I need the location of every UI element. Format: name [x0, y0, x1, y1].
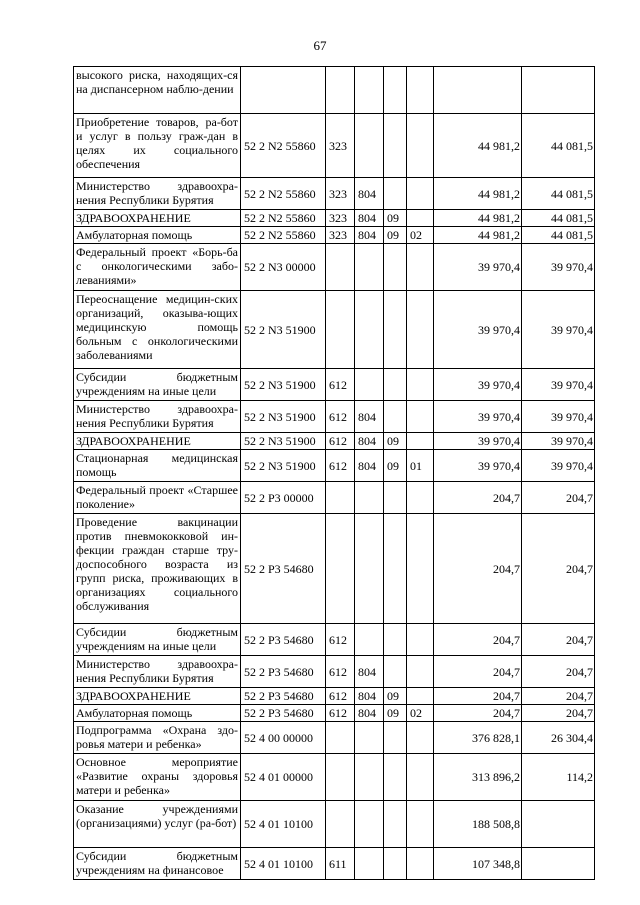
section-cell: 09: [384, 705, 407, 722]
row-name-cell: Приобретение товаров, ра-бот и услуг в пользу граж-дан в целях их социального обеспечения: [74, 114, 241, 178]
table-row: [74, 450, 595, 482]
table-row: [74, 178, 595, 210]
section-cell: [384, 244, 407, 291]
subsection-cell: [407, 754, 434, 801]
row-name-cell: ЗДРАВООХРАНЕНИЕ: [74, 433, 241, 450]
row-name-cell: Субсидии бюджетным учреждениям на иные цели: [74, 369, 241, 401]
target-article-cell: 52 4 01 10100: [241, 848, 326, 880]
section-cell: [384, 801, 407, 848]
amount-year-1-cell: 39 970,4: [434, 291, 522, 369]
amount-year-1-cell: 204,7: [434, 688, 522, 705]
target-article-cell: 52 2 N3 51900: [241, 291, 326, 369]
amount-year-1-cell: 188 508,8: [434, 801, 522, 848]
table-row: [74, 291, 595, 369]
amount-year-1-cell: 39 970,4: [434, 369, 522, 401]
row-name-cell: Субсидии бюджетным учреждениям на иные цели: [74, 624, 241, 656]
table-row: [74, 754, 595, 801]
amount-year-1-cell: 44 981,2: [434, 178, 522, 210]
section-cell: 09: [384, 433, 407, 450]
subsection-cell: [407, 482, 434, 514]
amount-year-1-cell: 39 970,4: [434, 433, 522, 450]
subsection-cell: [407, 848, 434, 880]
row-name-cell: Амбулаторная помощь: [74, 705, 241, 722]
table-row: [74, 801, 595, 848]
target-article-cell: 52 2 N3 00000: [241, 244, 326, 291]
amount-year-1-cell: [434, 67, 522, 114]
amount-year-2-cell: 44 081,5: [522, 210, 595, 227]
amount-year-2-cell: 44 081,5: [522, 178, 595, 210]
amount-year-2-cell: 39 970,4: [522, 401, 595, 433]
target-article-cell: 52 2 P3 54680: [241, 705, 326, 722]
budget-table: [73, 66, 595, 880]
subsection-cell: [407, 178, 434, 210]
row-name-cell: Министерство здравоохра-нения Республики Бурятия: [74, 656, 241, 688]
amount-year-2-cell: 26 304,4: [522, 722, 595, 754]
table-row: [74, 624, 595, 656]
amount-year-1-cell: 204,7: [434, 624, 522, 656]
department-code-cell: [355, 291, 384, 369]
section-cell: [384, 401, 407, 433]
expense-type-cell: 323: [326, 210, 355, 227]
row-name-cell: высокого риска, находящих-ся на диспансерном наблю-дении: [74, 67, 241, 114]
table-row: [74, 705, 595, 722]
amount-year-2-cell: 44 081,5: [522, 227, 595, 244]
subsection-cell: [407, 291, 434, 369]
row-name-cell: ЗДРАВООХРАНЕНИЕ: [74, 688, 241, 705]
expense-type-cell: 612: [326, 369, 355, 401]
section-cell: [384, 624, 407, 656]
department-code-cell: [355, 369, 384, 401]
target-article-cell: 52 2 P3 00000: [241, 482, 326, 514]
amount-year-2-cell: 39 970,4: [522, 291, 595, 369]
table-row: [74, 244, 595, 291]
target-article-cell: 52 2 P3 54680: [241, 514, 326, 624]
section-cell: [384, 291, 407, 369]
expense-type-cell: 612: [326, 688, 355, 705]
row-name-cell: Стационарная медицинская помощь: [74, 450, 241, 482]
subsection-cell: [407, 114, 434, 178]
amount-year-1-cell: 107 348,8: [434, 848, 522, 880]
amount-year-2-cell: 114,2: [522, 754, 595, 801]
subsection-cell: [407, 624, 434, 656]
table-row: [74, 401, 595, 433]
subsection-cell: [407, 210, 434, 227]
expense-type-cell: 323: [326, 114, 355, 178]
amount-year-1-cell: 204,7: [434, 656, 522, 688]
department-code-cell: 804: [355, 178, 384, 210]
target-article-cell: 52 4 01 10100: [241, 801, 326, 848]
expense-type-cell: 612: [326, 705, 355, 722]
target-article-cell: 52 2 N2 55860: [241, 227, 326, 244]
department-code-cell: [355, 114, 384, 178]
row-name-cell: Министерство здравоохра-нения Республики Бурятия: [74, 178, 241, 210]
section-cell: [384, 178, 407, 210]
amount-year-2-cell: 39 970,4: [522, 450, 595, 482]
amount-year-1-cell: 204,7: [434, 514, 522, 624]
section-cell: [384, 482, 407, 514]
amount-year-2-cell: 204,7: [522, 482, 595, 514]
table-row: [74, 369, 595, 401]
row-name-cell: Оказание учреждениями (организациями) услуг (ра-бот): [74, 801, 241, 848]
section-cell: [384, 848, 407, 880]
target-article-cell: [241, 67, 326, 114]
amount-year-1-cell: 376 828,1: [434, 722, 522, 754]
row-name-cell: Министерство здравоохра-нения Республики Бурятия: [74, 401, 241, 433]
target-article-cell: 52 4 01 00000: [241, 754, 326, 801]
section-cell: [384, 754, 407, 801]
department-code-cell: 804: [355, 227, 384, 244]
department-code-cell: 804: [355, 656, 384, 688]
amount-year-2-cell: 39 970,4: [522, 369, 595, 401]
row-name-cell: ЗДРАВООХРАНЕНИЕ: [74, 210, 241, 227]
expense-type-cell: [326, 514, 355, 624]
target-article-cell: 52 2 P3 54680: [241, 688, 326, 705]
page-number: 67: [313, 38, 327, 53]
section-cell: [384, 514, 407, 624]
table-row: [74, 688, 595, 705]
subsection-cell: 02: [407, 227, 434, 244]
expense-type-cell: 612: [326, 450, 355, 482]
section-cell: [384, 67, 407, 114]
section-cell: [384, 656, 407, 688]
expense-type-cell: 323: [326, 178, 355, 210]
department-code-cell: 804: [355, 433, 384, 450]
department-code-cell: [355, 244, 384, 291]
section-cell: 09: [384, 450, 407, 482]
row-name-cell: Основное мероприятие «Развитие охраны здоровья матери и ребенка»: [74, 754, 241, 801]
department-code-cell: [355, 801, 384, 848]
subsection-cell: [407, 688, 434, 705]
table-row: [74, 227, 595, 244]
amount-year-1-cell: 313 896,2: [434, 754, 522, 801]
amount-year-1-cell: 39 970,4: [434, 450, 522, 482]
row-name-cell: Переоснащение медицин-ских организаций, оказыва-ющих медицинскую помощь больным с онкологическими заболеваниями: [74, 291, 241, 369]
table-row: [74, 482, 595, 514]
amount-year-2-cell: 204,7: [522, 705, 595, 722]
department-code-cell: 804: [355, 705, 384, 722]
target-article-cell: 52 2 N2 55860: [241, 178, 326, 210]
amount-year-2-cell: 39 970,4: [522, 244, 595, 291]
target-article-cell: 52 2 N3 51900: [241, 433, 326, 450]
expense-type-cell: [326, 754, 355, 801]
expense-type-cell: [326, 482, 355, 514]
department-code-cell: 804: [355, 401, 384, 433]
target-article-cell: 52 2 N3 51900: [241, 369, 326, 401]
department-code-cell: 804: [355, 688, 384, 705]
table-row: [74, 210, 595, 227]
subsection-cell: [407, 401, 434, 433]
subsection-cell: [407, 514, 434, 624]
amount-year-2-cell: 204,7: [522, 624, 595, 656]
expense-type-cell: [326, 291, 355, 369]
department-code-cell: [355, 514, 384, 624]
amount-year-2-cell: 204,7: [522, 514, 595, 624]
subsection-cell: [407, 801, 434, 848]
table-row: [74, 656, 595, 688]
amount-year-1-cell: 39 970,4: [434, 244, 522, 291]
table-row: [74, 114, 595, 178]
row-name-cell: Федеральный проект «Старшее поколение»: [74, 482, 241, 514]
amount-year-1-cell: 39 970,4: [434, 401, 522, 433]
expense-type-cell: 612: [326, 433, 355, 450]
amount-year-2-cell: 44 081,5: [522, 114, 595, 178]
subsection-cell: [407, 369, 434, 401]
expense-type-cell: [326, 67, 355, 114]
amount-year-2-cell: [522, 67, 595, 114]
subsection-cell: [407, 656, 434, 688]
expense-type-cell: 611: [326, 848, 355, 880]
amount-year-1-cell: 44 981,2: [434, 227, 522, 244]
target-article-cell: 52 2 N3 51900: [241, 450, 326, 482]
section-cell: 09: [384, 210, 407, 227]
expense-type-cell: [326, 244, 355, 291]
subsection-cell: 02: [407, 705, 434, 722]
table-row: [74, 433, 595, 450]
row-name-cell: Субсидии бюджетным учреждениям на финансовое: [74, 848, 241, 880]
table-row: [74, 722, 595, 754]
amount-year-1-cell: 44 981,2: [434, 210, 522, 227]
subsection-cell: [407, 722, 434, 754]
target-article-cell: 52 2 N3 51900: [241, 401, 326, 433]
department-code-cell: [355, 754, 384, 801]
target-article-cell: 52 2 N2 55860: [241, 210, 326, 227]
department-code-cell: [355, 482, 384, 514]
amount-year-2-cell: [522, 801, 595, 848]
target-article-cell: 52 2 P3 54680: [241, 656, 326, 688]
subsection-cell: 01: [407, 450, 434, 482]
department-code-cell: 804: [355, 450, 384, 482]
department-code-cell: [355, 624, 384, 656]
target-article-cell: 52 2 N2 55860: [241, 114, 326, 178]
section-cell: [384, 369, 407, 401]
amount-year-2-cell: 204,7: [522, 656, 595, 688]
section-cell: [384, 722, 407, 754]
subsection-cell: [407, 433, 434, 450]
section-cell: [384, 114, 407, 178]
expense-type-cell: 612: [326, 401, 355, 433]
table-row: [74, 67, 595, 114]
expense-type-cell: [326, 801, 355, 848]
department-code-cell: [355, 722, 384, 754]
row-name-cell: Федеральный проект «Борь-ба с онкологическими забо-леваниями»: [74, 244, 241, 291]
row-name-cell: Амбулаторная помощь: [74, 227, 241, 244]
section-cell: 09: [384, 227, 407, 244]
table-row: [74, 514, 595, 624]
amount-year-1-cell: 44 981,2: [434, 114, 522, 178]
expense-type-cell: 612: [326, 624, 355, 656]
department-code-cell: 804: [355, 210, 384, 227]
subsection-cell: [407, 244, 434, 291]
row-name-cell: Подпрограмма «Охрана здо-ровья матери и ребенка»: [74, 722, 241, 754]
amount-year-1-cell: 204,7: [434, 705, 522, 722]
section-cell: 09: [384, 688, 407, 705]
amount-year-2-cell: [522, 848, 595, 880]
row-name-cell: Проведение вакцинации против пневмококковой ин-фекции граждан старше тру-доспособного возраста из групп риска, проживающих в организациях социального обслуживания: [74, 514, 241, 624]
table-row: [74, 848, 595, 880]
amount-year-2-cell: 204,7: [522, 688, 595, 705]
expense-type-cell: 323: [326, 227, 355, 244]
target-article-cell: 52 4 00 00000: [241, 722, 326, 754]
expense-type-cell: 612: [326, 656, 355, 688]
subsection-cell: [407, 67, 434, 114]
department-code-cell: [355, 67, 384, 114]
amount-year-1-cell: 204,7: [434, 482, 522, 514]
amount-year-2-cell: 39 970,4: [522, 433, 595, 450]
target-article-cell: 52 2 P3 54680: [241, 624, 326, 656]
department-code-cell: [355, 848, 384, 880]
expense-type-cell: [326, 722, 355, 754]
